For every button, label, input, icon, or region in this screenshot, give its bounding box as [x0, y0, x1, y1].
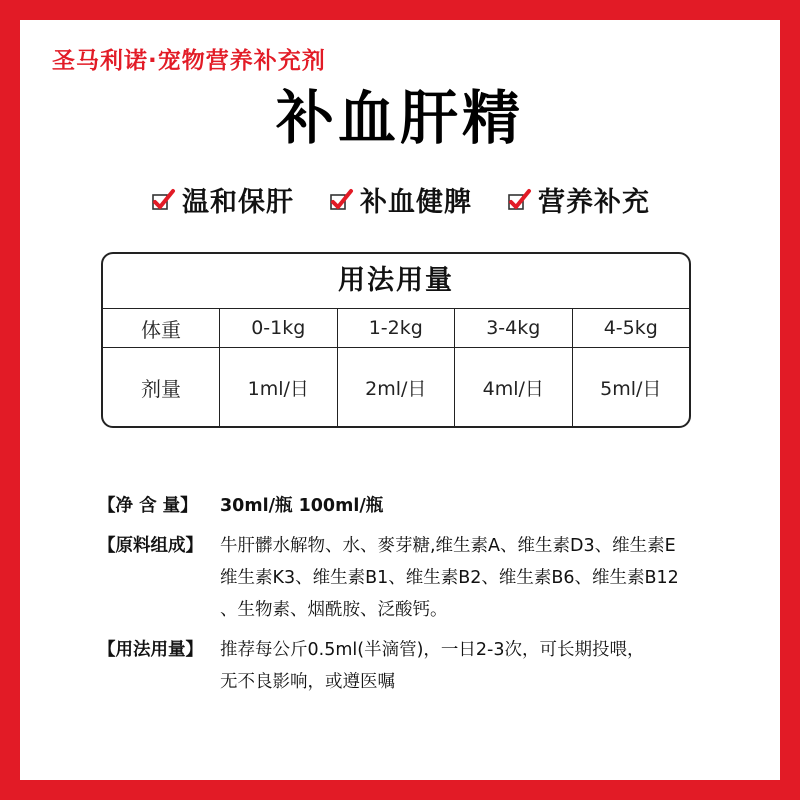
ingredients-label: 【原料组成】: [98, 536, 203, 556]
info-line: 无不良影响，或遵医嘱: [220, 672, 395, 692]
ingredients-row: [98, 530, 768, 626]
usage-row: [98, 634, 768, 698]
dose-cell: 4ml/日: [455, 348, 573, 426]
table-row: [103, 348, 689, 426]
feature-item: [506, 180, 650, 219]
check-icon: [328, 187, 354, 213]
dose-cell: 2ml/日: [338, 348, 456, 426]
feature-list: [20, 180, 780, 219]
info-line: 30ml/瓶 100ml/瓶: [220, 496, 384, 516]
info-line: 推荐每公斤0.5ml(半滴管)，一日2-3次，可长期投喂，: [220, 640, 645, 660]
table-row: [103, 309, 689, 348]
product-info: [98, 490, 768, 706]
dose-cell: 5ml/日: [600, 377, 662, 400]
net-content-label: 【净 含 量】: [98, 496, 198, 516]
info-line: 、生物素、烟酰胺、泛酸钙。: [220, 600, 448, 620]
weight-cell: 0-1kg: [220, 309, 338, 347]
ingredients-value: [220, 530, 768, 626]
dosage-table-header: 用法用量: [103, 254, 689, 309]
check-icon: [150, 187, 176, 213]
net-content-row: [98, 490, 768, 522]
weight-cell: 1-2kg: [338, 309, 456, 347]
usage-value: [220, 634, 768, 698]
product-card: [20, 20, 780, 780]
dosage-table: [101, 252, 691, 428]
feature-label: 营养补充: [538, 187, 650, 218]
weight-label-cell: 体重: [103, 309, 220, 347]
dose-cell: 1ml/日: [220, 348, 338, 426]
usage-label: 【用法用量】: [98, 640, 203, 660]
feature-item: [150, 180, 294, 219]
product-title: 补血肝精: [275, 84, 524, 152]
feature-label: 温和保肝: [182, 187, 294, 218]
feature-item: [328, 180, 472, 219]
weight-cell: 4-5kg: [603, 317, 658, 339]
check-icon: [506, 187, 532, 213]
feature-label: 补血健脾: [360, 187, 472, 218]
brand-tagline: 圣马利诺·宠物营养补充剂: [52, 48, 326, 74]
info-line: 牛肝髒水解物、水、麥芽糖,维生素A、维生素D3、维生素E: [220, 536, 676, 556]
net-content-value: [220, 490, 768, 522]
info-line: 维生素K3、维生素B1、维生素B2、维生素B6、维生素B12: [220, 568, 679, 588]
dose-label-cell: 剂量: [103, 348, 220, 426]
weight-cell: 3-4kg: [455, 309, 573, 347]
